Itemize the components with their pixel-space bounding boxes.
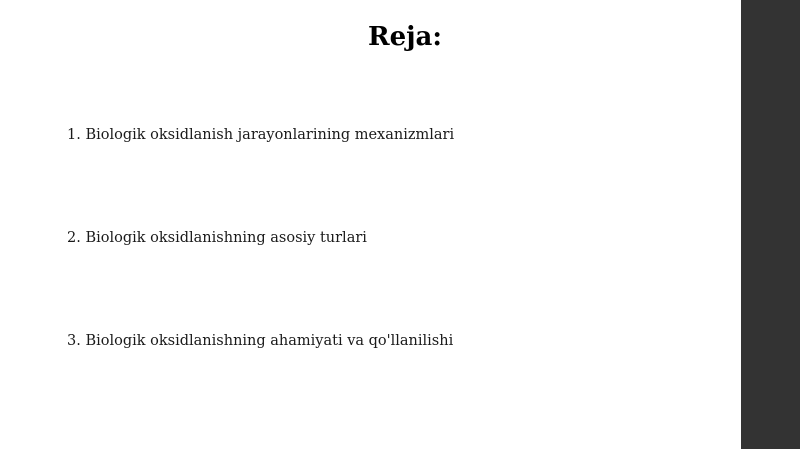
right-side-bar bbox=[741, 0, 800, 449]
plan-item-2: 2. Biologik oksidlanishning asosiy turlari bbox=[67, 230, 367, 246]
plan-item-1: 1. Biologik oksidlanish jarayonlarining mexanizmlari bbox=[67, 127, 455, 143]
plan-item-3: 3. Biologik oksidlanishning ahamiyati va qo'llanilishi bbox=[67, 333, 454, 349]
slide-title: Reja: bbox=[367, 22, 442, 52]
